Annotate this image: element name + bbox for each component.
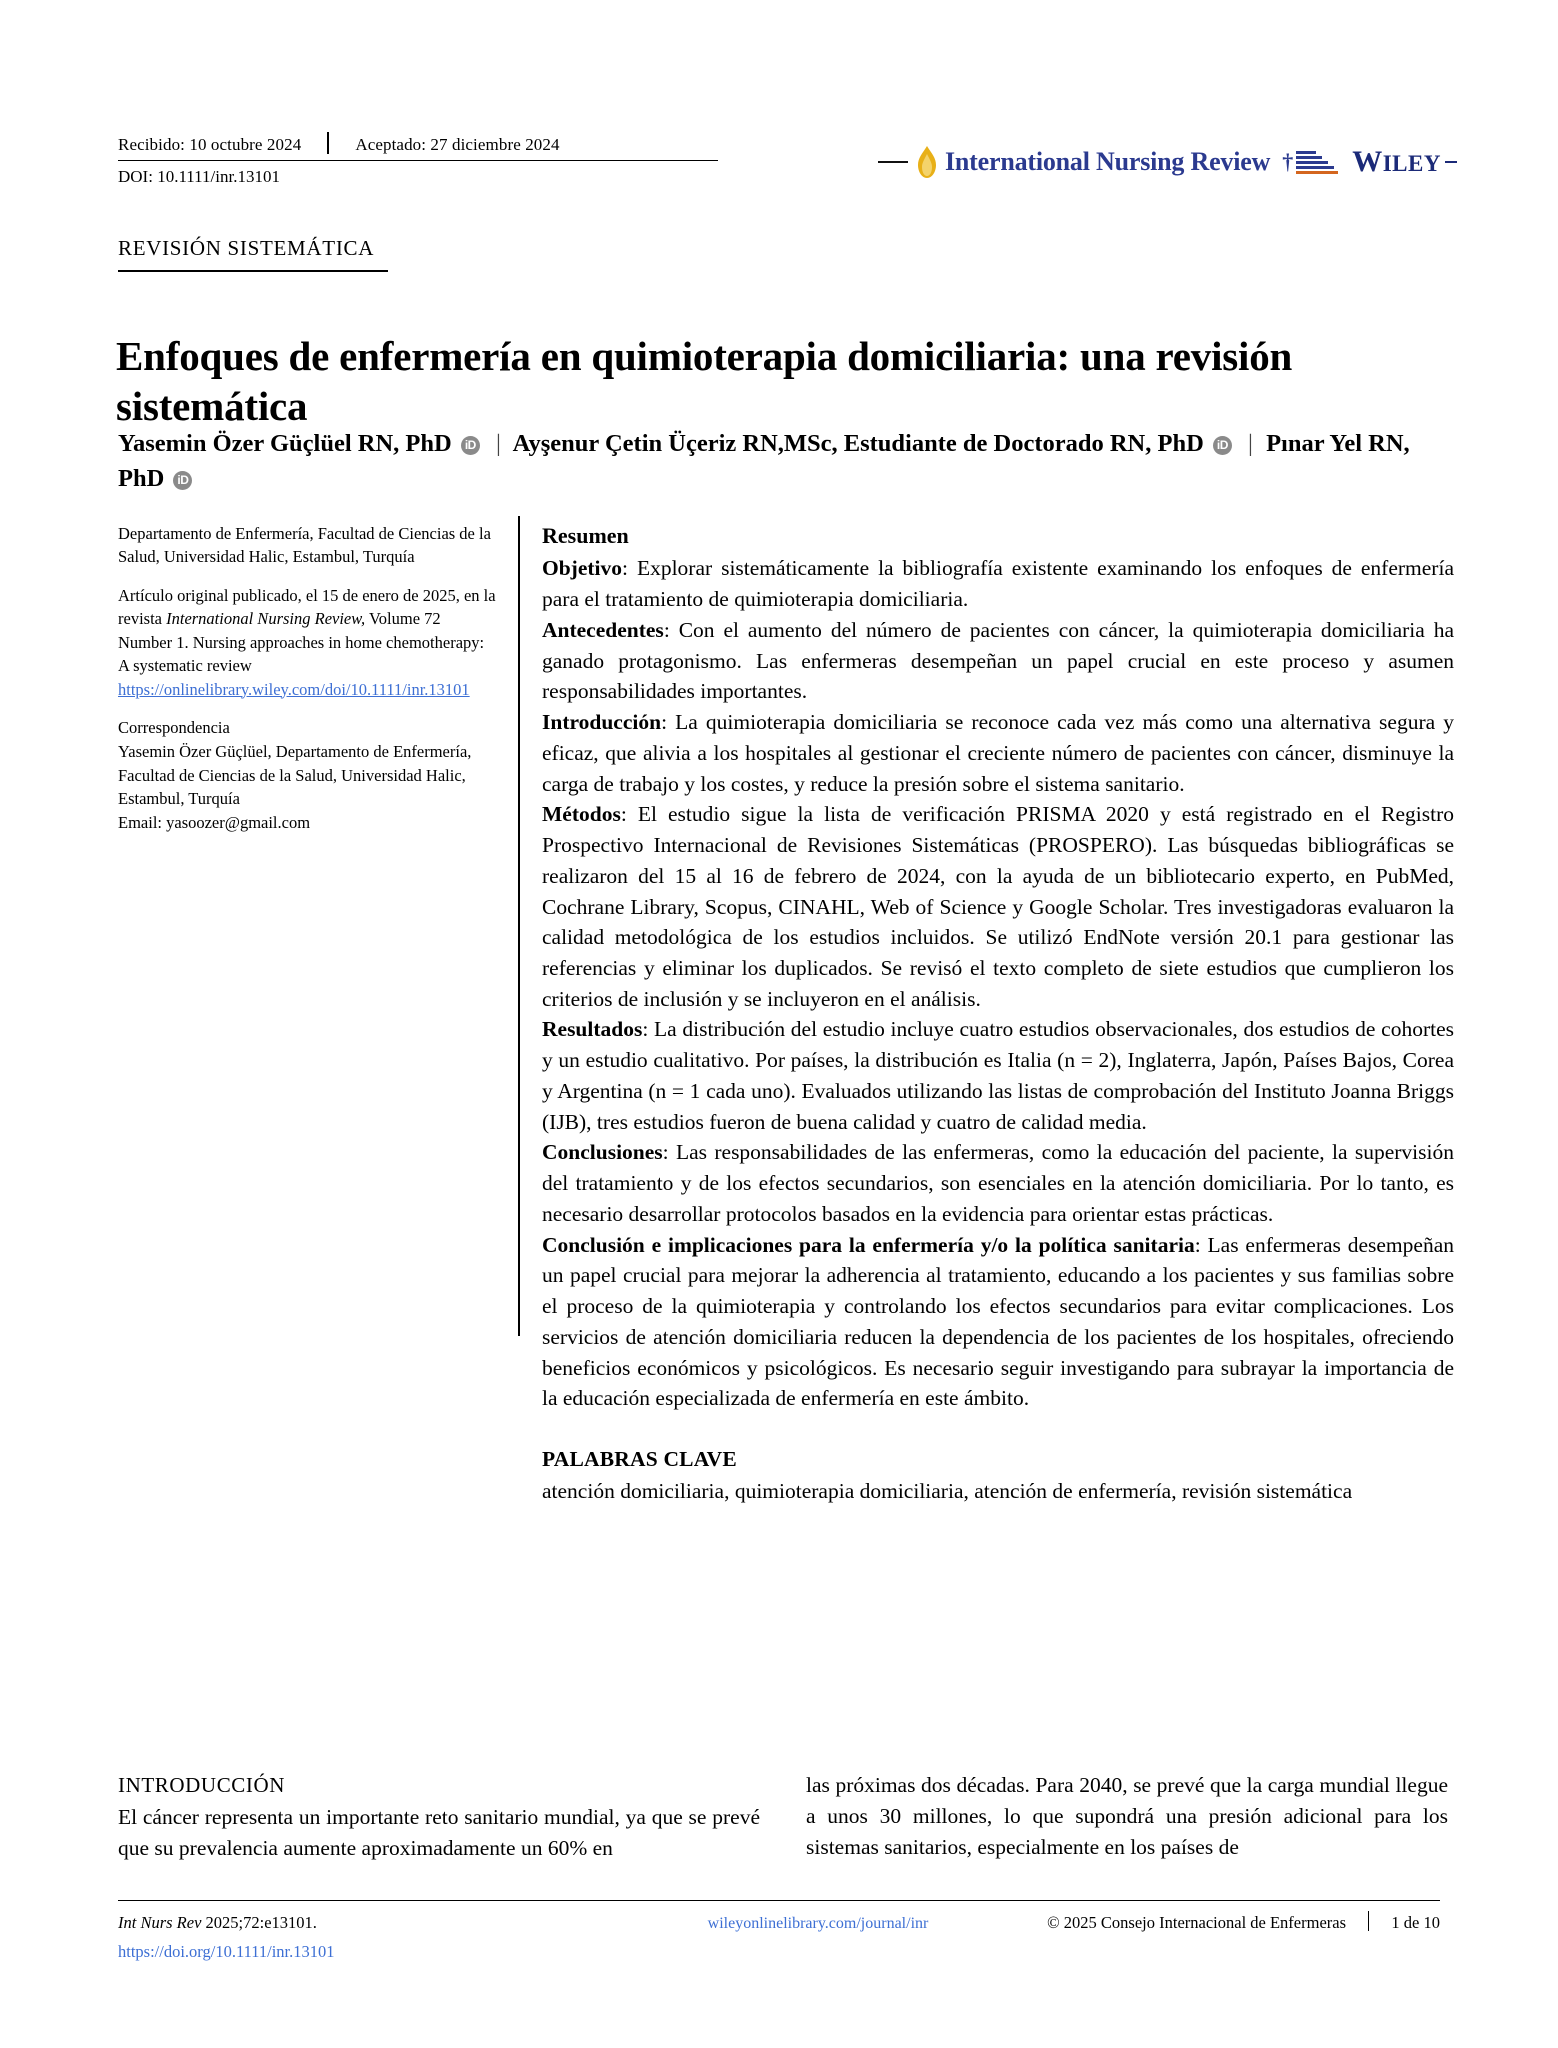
publisher-wordmark: WILEY [1352,145,1441,178]
original-publication-note [118,584,496,701]
page-title: Enfoques de enfermería en quimioterapia domiciliaria: una revisión sistemática [116,333,1293,430]
introduction-paragraph-left: El cáncer representa un importante reto sanitario mundial, ya que se prevé que su prevalencia aumente aproximadamente un 60% en [118,1805,760,1861]
author-name-2: Ayşenur Çetin Üçeriz RN,MSc, Estudiante de Doctorado RN, PhD [512,430,1204,457]
introduction-section [118,1770,1448,1864]
keywords-heading: PALABRAS CLAVE [542,1447,737,1472]
article-type-rule [118,270,388,272]
abstract-text: Explorar sistemáticamente la bibliografía existente examinando los enfoques de enfermería para el tratamiento de quimioterapia domiciliaria. [542,556,1454,612]
footer-citation-details: 2025;72:e13101. [201,1913,317,1932]
abstract-section-conclusiones: Conclusiones: Las responsabilidades de las enfermeras, como la educación del paciente, la supervisión del tratamiento y de los efectos secundarios, son esenciales en la atención domiciliaria. Por lo tanto, es necesario desarrollar protocolos basados en la evidencia para orientar estas prácticas. [542,1140,1454,1226]
abstract-section-resultados: Resultados: La distribución del estudio incluye cuatro estudios observacionales, dos estudios de cohortes y un estudio cualitativo. Por países, la distribución es Italia (n = 2), Inglaterra, Japón, Países Bajos, Corea y Argentina (n = 1 cada uno). Evaluados utilizando las listas de comprobación del Instituto Joanna Briggs (IJB), tres estudios fueron de buena calidad y cuatro de calidad media. [542,1017,1454,1134]
abstract-label: Introducción [542,710,662,735]
accepted-date: Aceptado: 27 diciembre 2024 [355,135,560,154]
author-name-1: Yasemin Özer Güçlüel RN, PhD [118,430,452,457]
orcid-id-icon[interactable]: iD [173,471,192,490]
author-separator-2: | [1248,430,1253,457]
abstract-label: Conclusión e implicaciones para la enfermería y/o la política sanitaria [542,1232,1195,1257]
logo-dash-left [878,161,908,164]
doi-text: DOI: 10.1111/inr.13101 [118,167,280,186]
abstract-text: Las enfermeras desempeñan un papel crucial para mejorar la adherencia al tratamiento, educando a los pacientes y sus familias sobre el proceso de la quimioterapia y controlando los efectos secundarios para evitar complicaciones. Los servicios de atención domiciliaria reducen la dependencia de los pacientes de los hospitales, ofreciendo beneficios económicos y psicológicos. Es necesario seguir investigando para subrayar la importancia de la educación especializada de enfermería en este ámbito. [542,1232,1454,1411]
footer-citation [118,1913,638,1933]
footer-rule [118,1900,1440,1901]
abstract-section-objetivo: Objetivo: Explorar sistemáticamente la bibliografía existente examinando los enfoques de enfermería para el tratamiento de quimioterapia domiciliaria. [542,556,1454,612]
abstract-label: Antecedentes [542,617,664,642]
icn-bars [1296,151,1338,174]
article-type-label: REVISIÓN SISTEMÁTICA [118,236,375,260]
abstract-label: Conclusiones [542,1140,663,1165]
footer-copyright: © 2025 Consejo Internacional de Enfermeras [1047,1913,1347,1932]
abstract-text: Las responsabilidades de las enfermeras, como la educación del paciente, la supervisión del tratamiento y de los efectos secundarios, son esenciales en la atención domiciliaria. Por lo tanto, es necesario desarrollar protocolos basados en la evidencia para orientar estas prácticas. [542,1140,1454,1226]
footer-page-number: 1 de 10 [1391,1913,1440,1932]
orig-pub-suffix: Volume 72 Number 1. Nursing approaches in home chemotherapy: A systematic review [118,609,485,676]
abstract-section-implicaciones: Conclusión e implicaciones para la enfermería y/o la política sanitaria: Las enfermeras desempeñan un papel crucial para mejorar la adherencia al tratamiento, educando a los pacientes y sus familias sobre el proceso de la quimioterapia y controlando los efectos secundarios para evitar complicaciones. Los servicios de atención domiciliaria reducen la dependencia de los pacientes de los hospitales, ofreciendo beneficios económicos y psicológicos. Es necesario seguir investigando para subrayar la importancia de la educación especializada de enfermería en este ámbito. [542,1232,1454,1411]
introduction-column-right [806,1770,1448,1864]
publication-dates-block [118,128,678,187]
icn-emblem-icon [1282,149,1338,175]
received-date: Recibido: 10 octubre 2024 [118,135,302,154]
orig-pub-prefix: Artículo original publicado, el 15 de enero de 2025, en la revista [118,585,496,629]
abstract-heading: Resumen [542,523,629,548]
abstract-text: La quimioterapia domiciliaria se reconoce cada vez más como una alternativa segura y eficaz, que alivia a los hospitales al gestionar el creciente número de pacientes con cáncer, disminuye la carga de trabajo y los costes, y reduce la presión sobre el sistema sanitario. [542,710,1454,796]
publication-dates-row [118,128,678,160]
orcid-id-icon[interactable]: iD [461,436,480,455]
orig-pub-journal: International Nursing Review, [166,609,366,629]
introduction-heading: INTRODUCCIÓN [118,1773,286,1797]
keywords-list: atención domiciliaria, quimioterapia domiciliaria, atención de enfermería, revisión sistemática [542,1478,1353,1503]
footer-separator [1368,1911,1369,1931]
introduction-column-left [118,1770,760,1864]
author-separator-1: | [495,430,501,457]
correspondence-address: Yasemin Özer Güçlüel, Departamento de Enfermería, Facultad de Ciencias de la Salud, Universidad Halic, Estambul, Turquía [118,742,472,809]
abstract-text: El estudio sigue la lista de verificación PRISMA 2020 y está registrado en el Registro Prospectivo Internacional de Revisiones Sistemáticas (PROSPERO). Las búsquedas bibliográficas se realizaron del 15 al 16 de febrero de 2024, con la ayuda de un bibliotecario experto, en PubMed, Cochrane Library, Scopus, CINAHL, Web of Science y Google Scholar. Tres investigadoras evaluaron la calidad metodológica de los estudios incluidos. Se utilizó EndNote versión 20.1 para gestionar las referencias y eliminar los duplicados. Se revisó el texto completo de siete estudios que cumplieron los criterios de inclusión y se incluyeron en el análisis. [542,802,1454,1011]
column-divider [518,516,520,1336]
introduction-paragraph-right: las próximas dos décadas. Para 2040, se prevé que la carga mundial llegue a unos 30 millones, lo que supondrá una presión adicional para los sistemas sanitarios, especialmente en los países de [806,1773,1448,1859]
abstract-label: Objetivo [542,556,623,581]
author-list [118,427,1448,497]
affiliation-column [118,522,496,834]
correspondence-email: Email: yasoozer@gmail.com [118,812,311,832]
footer-doi-link[interactable]: https://doi.org/10.1111/inr.13101 [118,1942,335,1961]
affiliation-department: Departamento de Enfermería, Facultad de Ciencias de la Salud, Universidad Halic, Estambul, Turquía [118,524,491,567]
logo-dash-right [1445,161,1457,164]
abstract-column [542,520,1454,1506]
correspondence-block [118,716,496,834]
abstract-label: Métodos [542,802,621,827]
footer-right [998,1908,1440,1933]
abstract-label: Resultados [542,1017,643,1042]
author-name-3: Pınar Yel RN, PhD [118,430,1410,492]
abstract-text: Con el aumento del número de pacientes con cáncer, la quimioterapia domiciliaria ha ganado protagonismo. Las enfermeras desempeñan un papel crucial en este proceso y asumen responsabilidades importantes. [542,617,1454,704]
page-footer [118,1908,1440,1933]
date-separator [327,132,329,154]
flame-icon [916,145,938,179]
abstract-section-introduccion: Introducción: La quimioterapia domiciliaria se reconoce cada vez más como una alternativa segura y eficaz, que alivia a los hospitales al gestionar el creciente número de pacientes con cáncer, disminuye la carga de trabajo y los costes, y reduce la presión sobre el sistema sanitario. [542,710,1454,796]
abstract-text: La distribución del estudio incluye cuatro estudios observacionales, dos estudios de cohortes y un estudio cualitativo. Por países, la distribución es Italia (n = 2), Inglaterra, Japón, Países Bajos, Corea y Argentina (n = 1 cada uno). Evaluados utilizando las listas de comprobación del Instituto Joanna Briggs (IJB), tres estudios fueron de buena calidad y cuatro de calidad media. [542,1017,1454,1134]
abstract-section-antecedentes: Antecedentes: Con el aumento del número de pacientes con cáncer, la quimioterapia domiciliaria ha ganado protagonismo. Las enfermeras desempeñan un papel crucial en este proceso y asumen responsabilidades importantes. [542,617,1454,704]
journal-logo [878,140,1457,184]
footer-citation-journal: Int Nurs Rev [118,1913,202,1932]
abstract-section-metodos: Métodos: El estudio sigue la lista de verificación PRISMA 2020 y está registrado en el Registro Prospectivo Internacional de Revisiones Sistemáticas (PROSPERO). Las búsquedas bibliográficas se realizaron del 15 al 16 de febrero de 2024, con la ayuda de un bibliotecario experto, en PubMed, Cochrane Library, Scopus, CINAHL, Web of Science y Google Scholar. Tres investigadoras evaluaron la calidad metodológica de los estudios incluidos. Se utilizó EndNote versión 20.1 para gestionar las referencias y eliminar los duplicados. Se revisó el texto completo de siete estudios que cumplieron los criterios de inclusión y se incluyeron en el análisis. [542,802,1454,1011]
orcid-id-icon[interactable]: iD [1213,436,1232,455]
icn-person-glyph: † [1282,149,1294,174]
original-publication-link[interactable]: https://onlinelibrary.wiley.com/doi/10.1111/inr.13101 [118,679,470,699]
journal-name: International Nursing Review [945,147,1271,176]
footer-journal-link[interactable]: wileyonlinelibrary.com/journal/inr [707,1915,929,1932]
correspondence-label: Correspondencia [118,717,230,737]
